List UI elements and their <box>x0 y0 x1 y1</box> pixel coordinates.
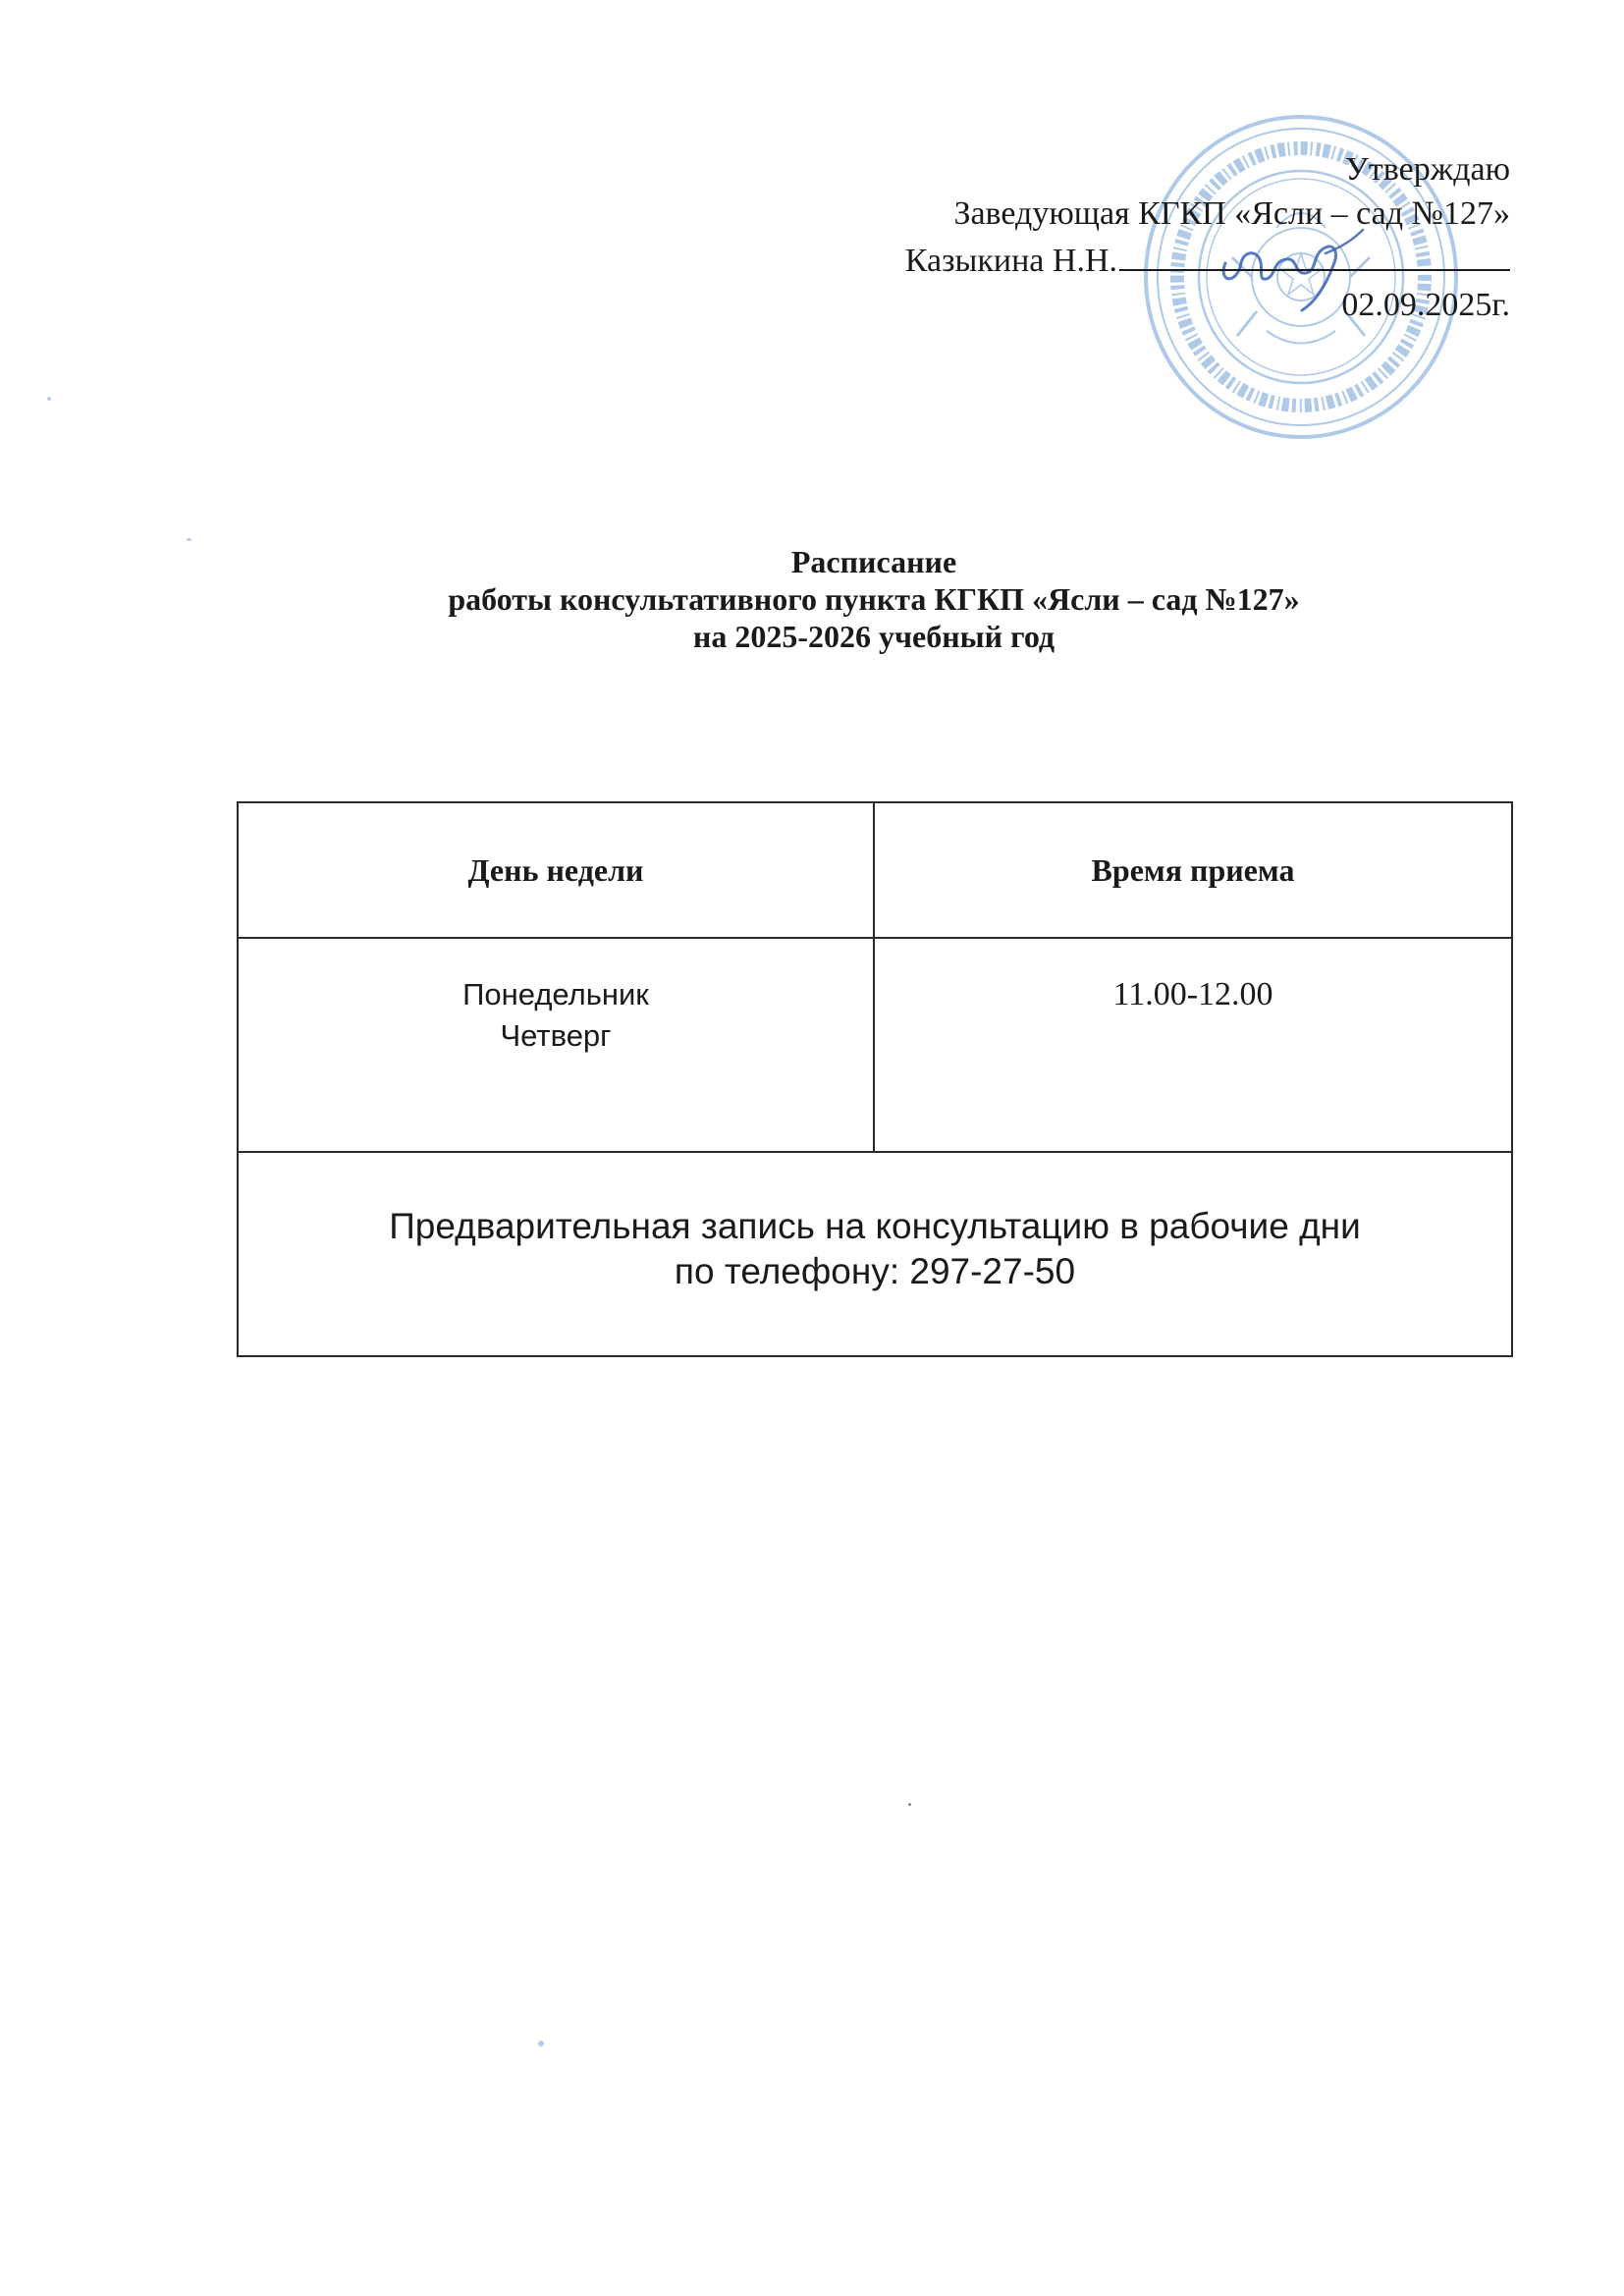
approver-position: Заведующая КГКП «Ясли – сад №127» <box>953 195 1510 232</box>
table-row <box>238 938 1512 1152</box>
note-line-2: по телефону: 297-27-50 <box>674 1251 1076 1291</box>
title-line-2: работы консультативного пункта КГКП «Ясли – сад №127» <box>448 581 1300 617</box>
title-line-3: на 2025-2026 учебный год <box>692 619 1056 654</box>
approver-name: Казыкина Н.Н. <box>904 243 1117 279</box>
day-monday: Понедельник <box>462 977 649 1011</box>
scan-speck <box>187 538 191 541</box>
table-note-row <box>238 1152 1512 1356</box>
document-title <box>0 543 1624 655</box>
day-thursday: Четверг <box>500 1018 612 1053</box>
header-day-of-week: День недели <box>238 802 874 938</box>
schedule-table <box>237 801 1513 1357</box>
approval-heading: Утверждаю <box>1344 151 1510 188</box>
table-header-row <box>238 802 1512 938</box>
header-reception-time: Время приема <box>874 802 1512 938</box>
time-cell: 11.00-12.00 <box>874 938 1512 1152</box>
title-line-1: Расписание <box>790 544 957 579</box>
scan-speck <box>538 2041 544 2047</box>
signature-underline <box>1119 236 1510 271</box>
days-cell <box>238 938 874 1152</box>
note-line-1: Предварительная запись на консультацию в рабочие дни <box>389 1206 1361 1246</box>
approval-block <box>687 147 1510 327</box>
approver-signature-line <box>687 236 1510 283</box>
appointment-note <box>238 1152 1512 1356</box>
scan-speck <box>47 397 51 401</box>
scan-speck <box>908 1803 911 1806</box>
approval-date: 02.09.2025г. <box>1341 287 1510 323</box>
